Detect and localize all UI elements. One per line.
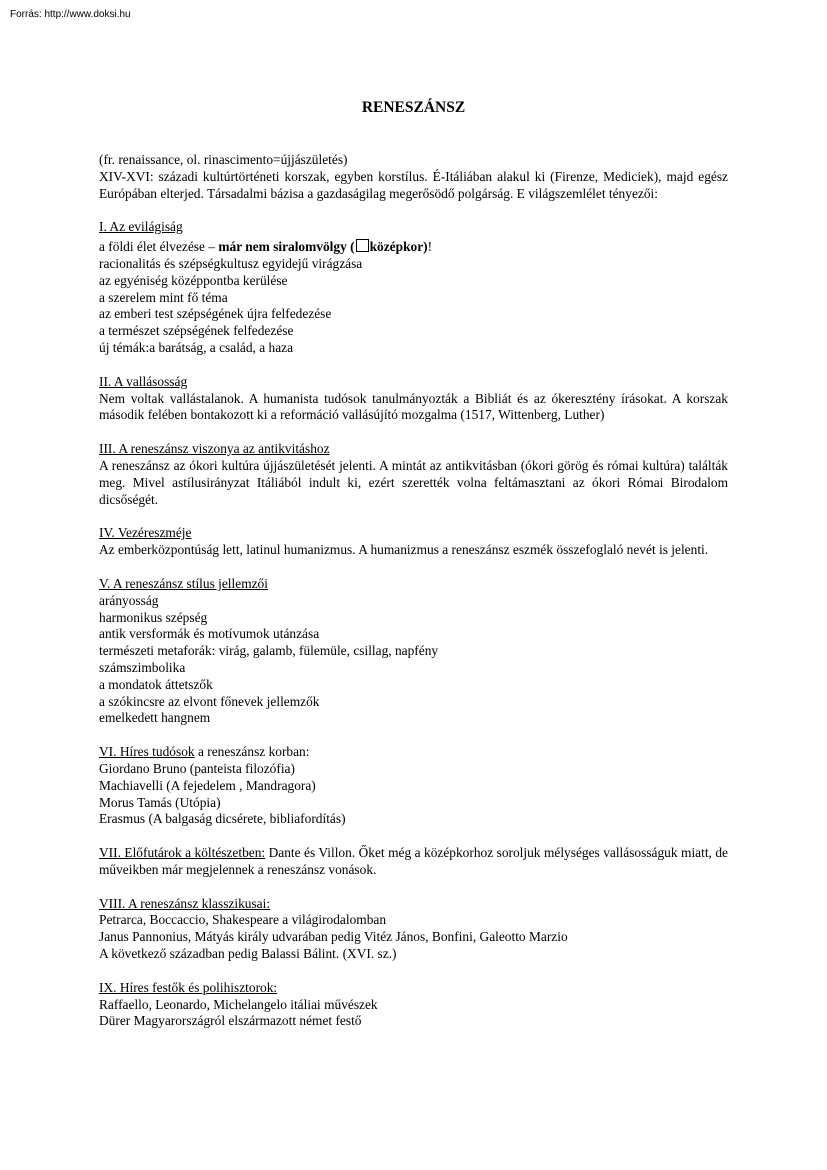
section-heading-tudosok: VI. Híres tudósok a reneszánsz korban: [99, 744, 310, 760]
section-heading-evilagisag: I. Az evilágiság [99, 219, 183, 235]
list-item: A következő században pedig Balassi Bálint. (XVI. sz.) [99, 946, 397, 962]
list-item: a szerelem mint fő téma [99, 289, 228, 305]
section-elofutarok: VII. Előfutárok a költészetben: Dante és Villon. Őket még a középkorhoz soroljuk mélységes vallásosságuk miatt, de műveikben már megjelennek a reneszánsz vonások. [99, 845, 728, 877]
page-title: RENESZÁNSZ [361, 99, 466, 116]
section-heading-stilusjellemzok: V. A reneszánsz stílus jellemzői [99, 575, 268, 591]
list-item: új témák:a barátság, a család, a haza [99, 339, 294, 355]
list-item: emelkedett hangnem [99, 710, 211, 726]
source-url: Forrás: http://www.doksi.hu [10, 9, 131, 20]
list-item: számszimbolika [99, 659, 186, 675]
list-item: az egyéniség középpontba kerülése [99, 272, 288, 288]
list-item: a természet szépségének felfedezése [99, 323, 294, 339]
document-body [99, 152, 728, 1030]
intro-etymology: (fr. renaissance, ol. rinascimento=újjászületés) [99, 152, 348, 167]
section-heading-antikvitas: III. A reneszánsz viszonya az antikvitáshoz [99, 441, 330, 457]
section-heading-vallasossag: II. A vallásosság [99, 373, 188, 389]
section-heading-klasszikusok: VIII. A reneszánsz klasszikusai: [99, 895, 271, 911]
list-item: Giordano Bruno (panteista filozófia) [99, 760, 295, 776]
list-item: Petrarca, Boccaccio, Shakespeare a világirodalomban [99, 912, 387, 928]
list-item: az emberi test szépségének újra felfedezése [99, 306, 332, 322]
list-item: Dürer Magyarországról elszármazott német festő [99, 1013, 362, 1029]
list-item: a mondatok áttetszők [99, 676, 213, 692]
section-text-vezereszme: Az emberközpontúság lett, latinul humanizmus. A humanizmus a reneszánsz eszmék összefoglaló nevét is jelenti. [99, 542, 709, 558]
list-item: antik versformák és motívumok utánzása [99, 626, 320, 642]
list-item: természeti metaforák: virág, galamb, fülemüle, csillag, napfény [99, 643, 439, 659]
list-item: harmonikus szépség [99, 609, 208, 625]
list-item: a szókincsre az elvont főnevek jellemzők [99, 693, 320, 709]
list-item: Erasmus (A balgaság dicsérete, bibliafordítás) [99, 811, 346, 827]
list-item: Janus Pannonius, Mátyás király udvarában pedig Vitéz János, Bonfini, Galeotto Marzio [99, 929, 568, 945]
list-item: a földi élet élvezése – már nem siralomvölgy ( középkor)! [99, 239, 433, 255]
section-heading-festok: IX. Híres festők és polihisztorok: [99, 979, 278, 995]
list-item: Raffaello, Leonardo, Michelangelo itáliai művészek [99, 996, 378, 1012]
list-item: Morus Tamás (Utópia) [99, 794, 221, 810]
list-item: racionalitás és szépségkultusz egyidejű virágzása [99, 255, 363, 271]
section-text-vallasossag: Nem voltak vallástalanok. A humanista tudósok tanulmányozták a Bibliát és az ókeresztény írásokat. A korszak második felében bontakozott ki a reformáció vallásújító mozgalma (1517, Wittenberg, Luther) [99, 390, 728, 423]
intro-paragraph: XIV-XVI: századi kultúrtörténeti korszak, egyben korstílus. É-Itáliában alakul ki (Firenze, Mediciek), majd egész Európában elterjed. Társadalmi bázisa a gazdaságilag megerősödő polgárság. E világszemlélet tényezői: [99, 168, 728, 201]
list-item: Machiavelli (A fejedelem , Mandragora) [99, 777, 316, 793]
section-text-antikvitas: A reneszánsz az ókori kultúra újjászületését jelenti. A mintát az antikvitásban (ókori görög és római kultúra) találták meg. Mivel astílusirányzat Itáliából indult ki, ezért szerették volna feltámasztani az ókori Római Birodalom dicsőségét. [99, 457, 728, 507]
section-heading-vezereszme: IV. Vezéreszméje [99, 525, 192, 541]
list-item: arányosság [99, 592, 159, 608]
square-symbol-icon [356, 239, 369, 252]
